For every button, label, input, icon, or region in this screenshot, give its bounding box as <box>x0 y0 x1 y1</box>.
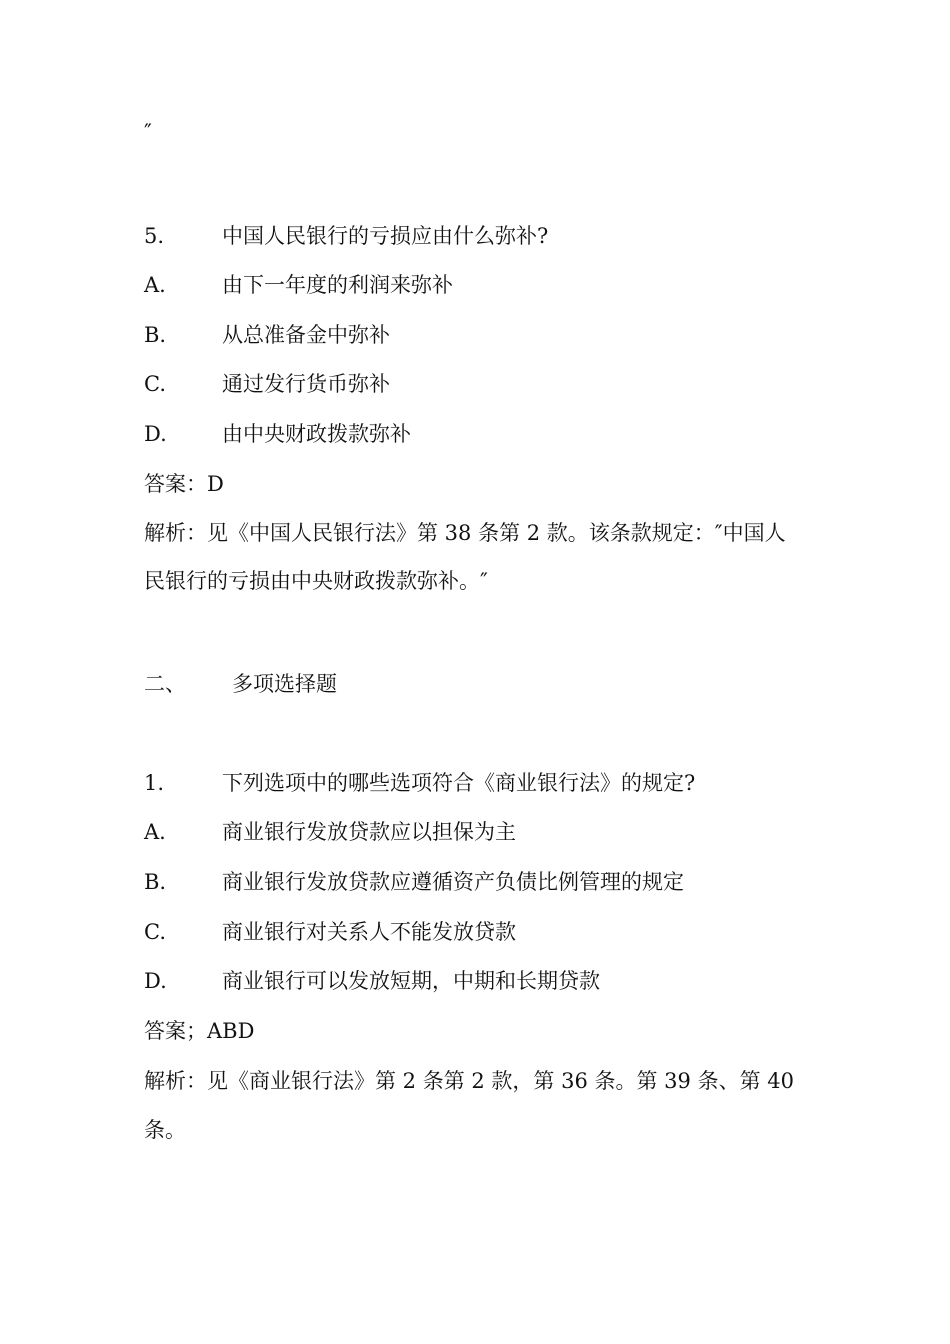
option-text-d: 商业银行可以发放短期，中期和长期贷款 <box>222 969 600 993</box>
option-letter-d: D. <box>144 969 167 993</box>
explanation-line-2: 条。 <box>144 1118 186 1142</box>
answer-line: 答案：D <box>144 472 224 496</box>
question-number: 1. <box>144 771 165 795</box>
option-letter-a: A. <box>144 273 166 297</box>
question-text: 中国人民银行的亏损应由什么弥补? <box>222 224 549 248</box>
option-letter-c: C. <box>144 920 166 944</box>
closing-quote-mark: ″ <box>144 120 152 144</box>
option-letter-b: B. <box>144 323 167 347</box>
option-text-d: 由中央财政拨款弥补 <box>222 422 411 446</box>
option-letter-b: B. <box>144 870 167 894</box>
option-text-c: 商业银行对关系人不能发放贷款 <box>222 920 516 944</box>
option-text-a: 商业银行发放贷款应以担保为主 <box>222 820 516 844</box>
option-text-c: 通过发行货币弥补 <box>222 372 390 396</box>
option-letter-c: C. <box>144 372 166 396</box>
section-title: 多项选择题 <box>232 672 337 696</box>
option-text-b: 从总准备金中弥补 <box>222 323 390 347</box>
option-text-a: 由下一年度的利润来弥补 <box>222 273 453 297</box>
section-number: 二、 <box>144 672 186 696</box>
explanation-line-1: 解析：见《中国人民银行法》第 38 条第 2 款。该条款规定：″中国人 <box>144 521 786 545</box>
option-text-b: 商业银行发放贷款应遵循资产负债比例管理的规定 <box>222 870 684 894</box>
option-letter-d: D. <box>144 422 167 446</box>
answer-line: 答案；ABD <box>144 1019 255 1043</box>
question-number: 5. <box>144 224 165 248</box>
question-text: 下列选项中的哪些选项符合《商业银行法》的规定? <box>222 771 696 795</box>
option-letter-a: A. <box>144 820 166 844</box>
explanation-line-2: 民银行的亏损由中央财政拨款弥补。″ <box>144 569 488 593</box>
explanation-line-1: 解析：见《商业银行法》第 2 条第 2 款，第 36 条。第 39 条、第 40 <box>144 1069 794 1093</box>
